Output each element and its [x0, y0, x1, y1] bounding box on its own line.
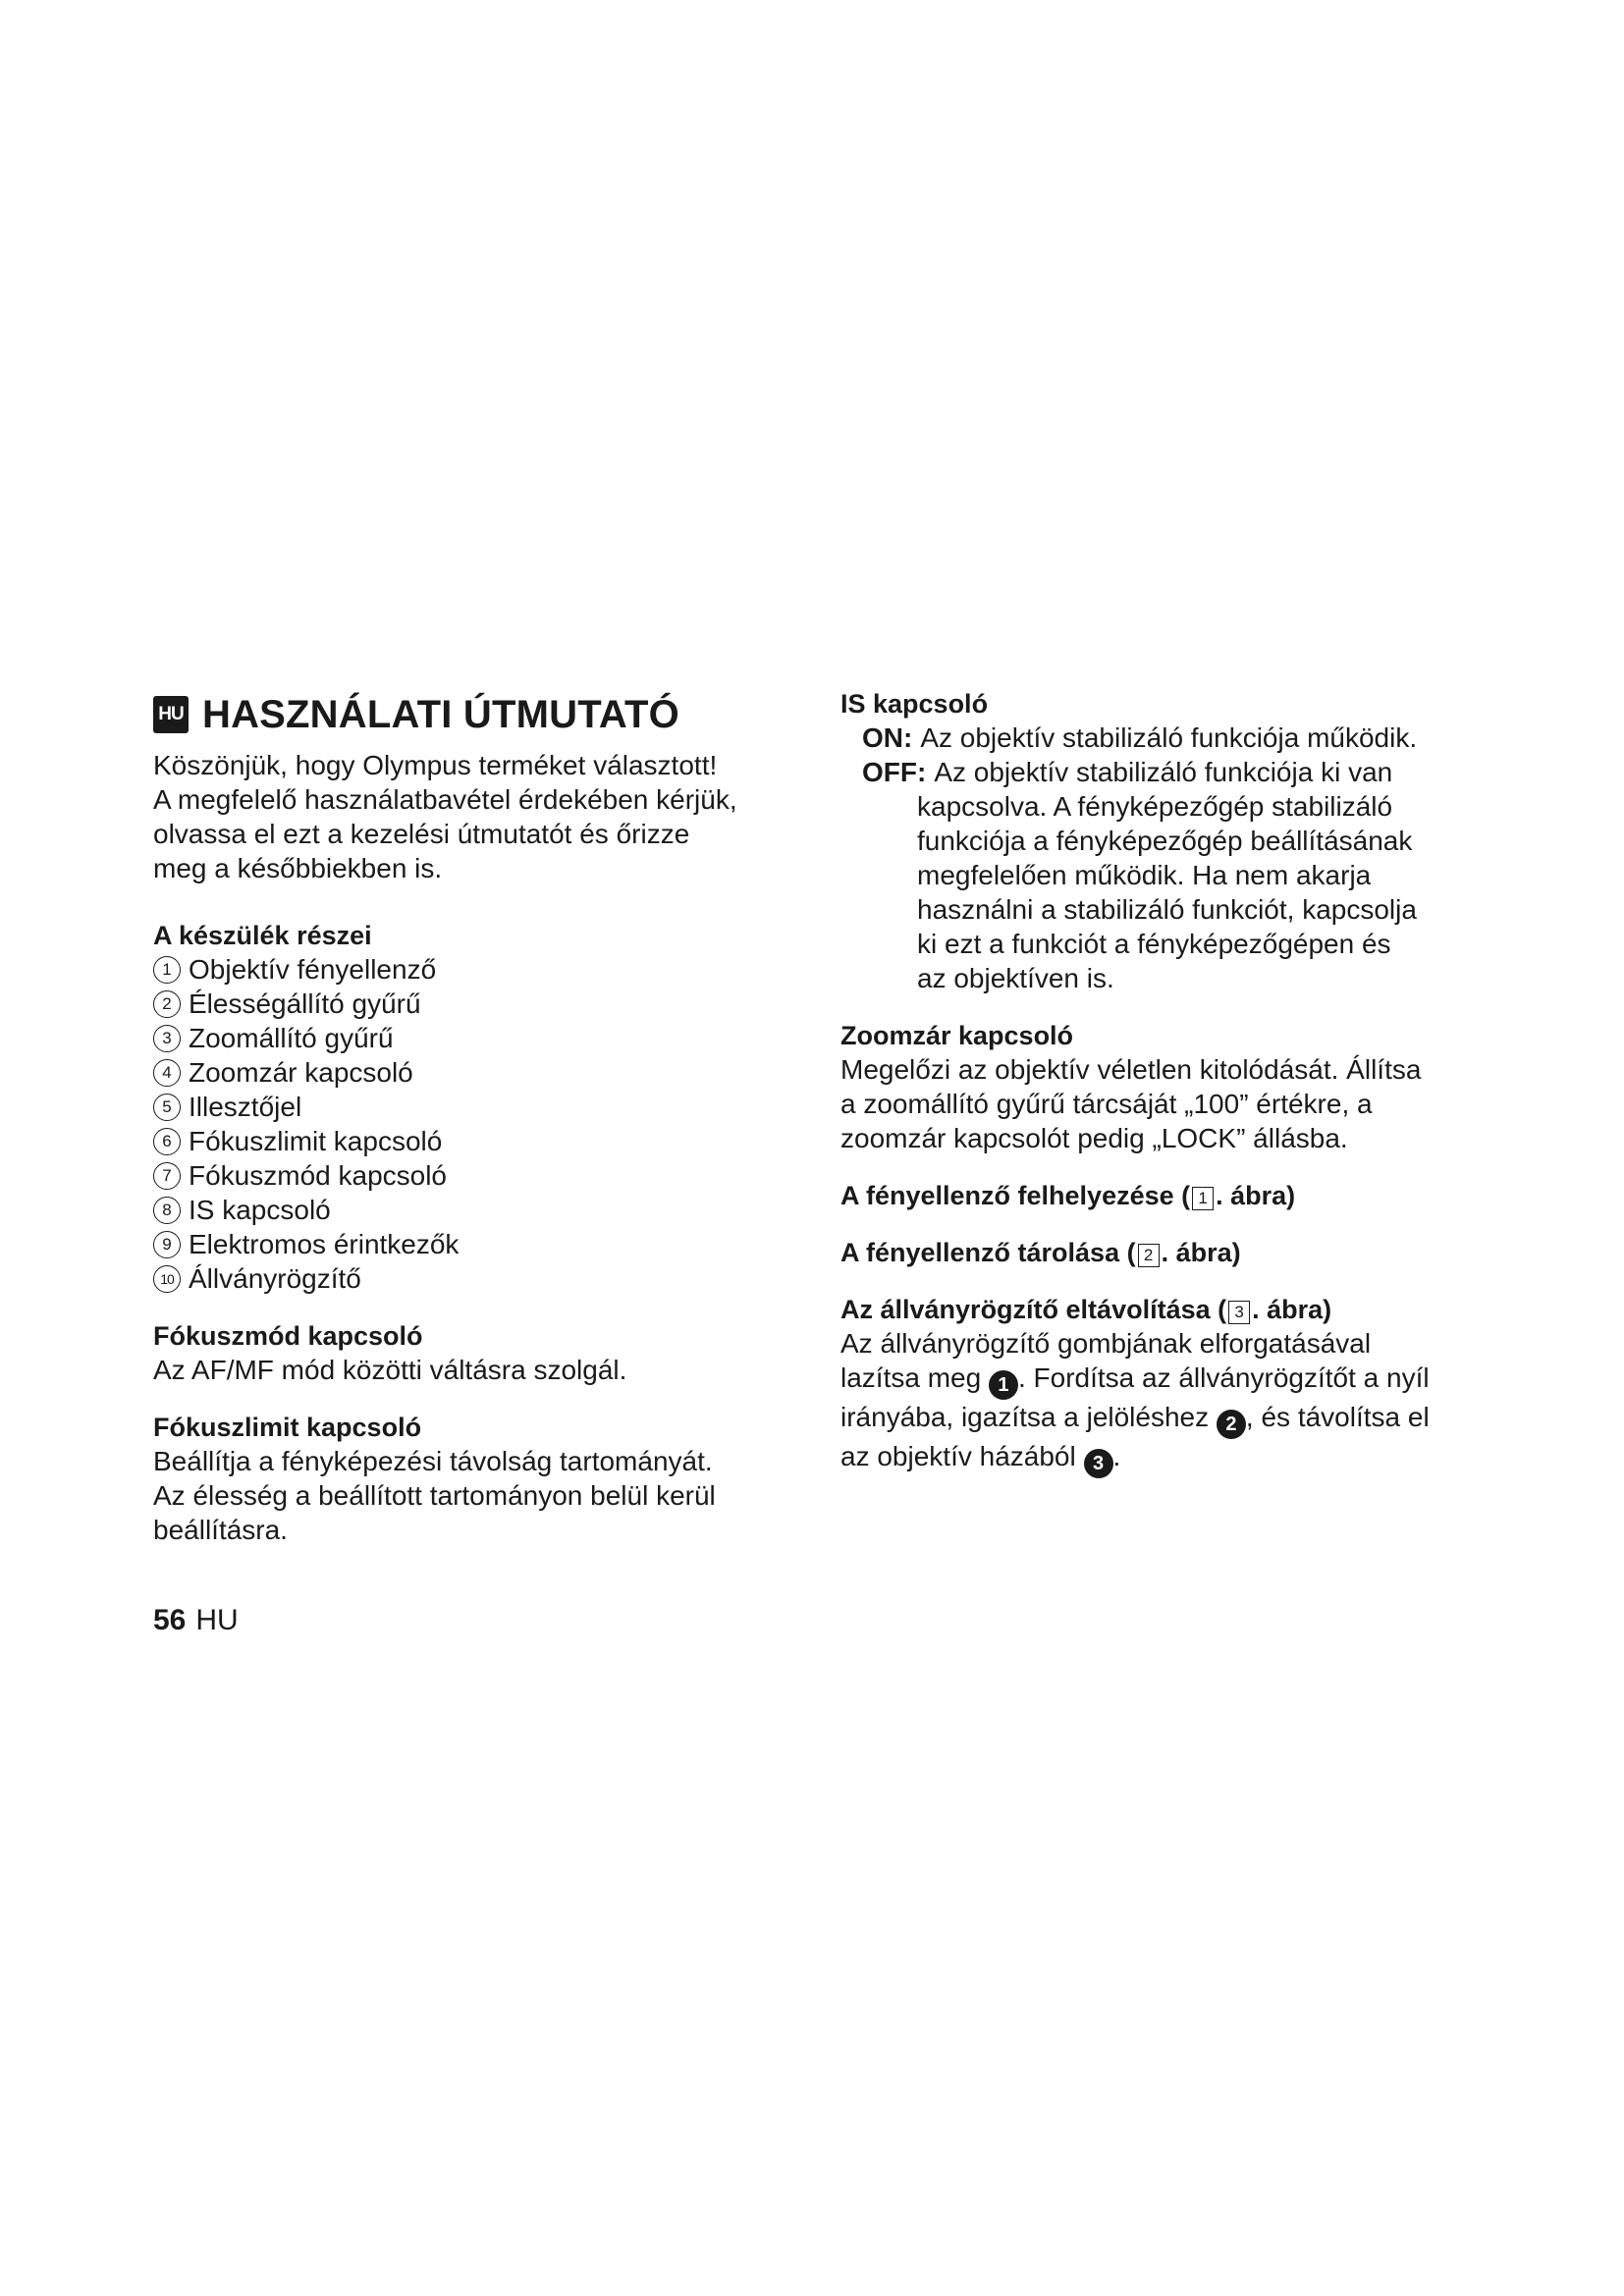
is-switch-heading: IS kapcsoló	[840, 689, 989, 719]
is-off-line: funkciója a fényképezőgép beállításának	[917, 826, 1413, 856]
list-item	[153, 1055, 801, 1090]
part-label: Zoomzár kapcsoló	[189, 1057, 413, 1088]
zoom-lock-line: Megelőzi az objektív véletlen kitolódását. Állítsa	[840, 1054, 1422, 1085]
is-off-line: használni a stabilizáló funkciót, kapcsolja	[917, 894, 1417, 925]
is-off-key: OFF:	[862, 757, 927, 787]
step-number-icon: 1	[989, 1370, 1018, 1400]
is-on-row	[862, 721, 1489, 755]
tripod-remove-text: Az állványrögzítő eltávolítása (	[840, 1295, 1227, 1324]
circled-number-icon: 8	[153, 1197, 181, 1224]
focus-limit-heading: Fókuszlimit kapcsoló	[153, 1413, 422, 1442]
focus-limit-line: beállításra.	[153, 1515, 288, 1545]
tripod-remove-line	[840, 1439, 1489, 1478]
part-label: IS kapcsoló	[189, 1195, 331, 1225]
list-item	[153, 1021, 801, 1055]
figure-number-icon: 2	[1138, 1244, 1160, 1267]
part-label: Élességállító gyűrű	[189, 988, 421, 1019]
zoom-lock-line: a zoomállító gyűrű tárcsáját „100” értékre, a	[840, 1089, 1373, 1119]
is-on-text: Az objektív stabilizáló funkciója működik.	[920, 722, 1418, 753]
intro-line: olvassa el ezt a kezelési útmutatót és őrizze	[153, 819, 690, 849]
hood-attach-suffix: . ábra)	[1216, 1181, 1296, 1210]
circled-number-icon: 4	[153, 1059, 181, 1087]
tripod-text: irányába, igazítsa a jelöléshez	[840, 1402, 1217, 1432]
part-label: Illesztőjel	[189, 1092, 302, 1122]
circled-number-icon: 2	[153, 990, 181, 1018]
is-off-text: Az objektív stabilizáló funkciója ki van	[934, 757, 1393, 787]
circled-number-icon: 3	[153, 1025, 181, 1052]
list-item	[153, 987, 801, 1021]
list-item	[153, 1090, 801, 1124]
part-label: Zoomállító gyűrű	[189, 1023, 394, 1053]
focus-limit-line: Beállítja a fényképezési távolság tartományát.	[153, 1446, 713, 1476]
intro-line: A megfelelő használatbavétel érdekében kérjük,	[153, 784, 737, 815]
list-item	[153, 952, 801, 987]
tripod-remove-line	[840, 1400, 1489, 1439]
figure-number-icon: 1	[1192, 1187, 1214, 1210]
page-title: HASZNÁLATI ÚTMUTATÓ	[202, 692, 679, 736]
step-number-icon: 3	[1084, 1449, 1113, 1478]
parts-list	[153, 952, 801, 1296]
hood-store-heading	[840, 1236, 1489, 1269]
hood-store-text: A fényellenző tárolása (	[840, 1238, 1136, 1267]
tripod-text: .	[1112, 1441, 1121, 1471]
focus-limit-line: Az élesség a beállított tartományon belül kerül	[153, 1480, 716, 1511]
circled-number-icon: 7	[153, 1162, 181, 1190]
page-number: 56	[153, 1604, 187, 1636]
section-title-row	[153, 687, 801, 742]
left-column	[153, 687, 801, 1547]
hood-attach-text: A fényellenző felhelyezése (	[840, 1181, 1191, 1210]
hood-attach-heading	[840, 1179, 1489, 1212]
part-label: Fókuszmód kapcsoló	[189, 1160, 448, 1191]
tripod-text: . Fordítsa az állványrögzítőt a nyíl	[1017, 1362, 1430, 1393]
list-item	[153, 1193, 801, 1227]
list-item	[153, 1261, 801, 1296]
is-off-row	[862, 755, 1489, 789]
circled-number-icon: 6	[153, 1128, 181, 1155]
tripod-text: lazítsa meg	[840, 1362, 989, 1393]
language-badge-icon: HU	[153, 696, 189, 733]
intro-paragraph	[153, 748, 801, 885]
intro-line: Köszönjük, hogy Olympus terméket választott!	[153, 750, 718, 780]
focus-mode-text: Az AF/MF mód közötti váltásra szolgál.	[153, 1355, 627, 1385]
tripod-text: , és távolítsa el	[1245, 1402, 1430, 1432]
circled-number-icon: 5	[153, 1094, 181, 1121]
parts-heading: A készülék részei	[153, 921, 372, 950]
figure-number-icon: 3	[1228, 1301, 1250, 1324]
page-language: HU	[195, 1604, 239, 1636]
part-label: Állványrögzítő	[189, 1263, 361, 1294]
tripod-remove-suffix: . ábra)	[1252, 1295, 1332, 1324]
list-item	[153, 1158, 801, 1193]
zoom-lock-line: zoomzár kapcsolót pedig „LOCK” állásba.	[840, 1123, 1348, 1153]
circled-number-icon: 9	[153, 1231, 181, 1258]
tripod-remove-line	[840, 1361, 1489, 1400]
right-column	[840, 687, 1489, 1478]
is-off-line: megfelelően működik. Ha nem akarja	[917, 860, 1372, 890]
circled-number-icon: 1	[153, 956, 181, 984]
tripod-text: az objektív házából	[840, 1441, 1084, 1471]
tripod-remove-line: Az állványrögzítő gombjának elforgatásával	[840, 1328, 1372, 1359]
part-label: Elektromos érintkezők	[189, 1229, 460, 1259]
intro-line: meg a későbbiekben is.	[153, 853, 443, 883]
part-label: Fókuszlimit kapcsoló	[189, 1126, 443, 1156]
is-off-line: az objektíven is.	[917, 963, 1114, 993]
tripod-remove-heading	[840, 1293, 1489, 1326]
hood-store-suffix: . ábra)	[1161, 1238, 1241, 1267]
focus-mode-heading: Fókuszmód kapcsoló	[153, 1321, 423, 1351]
list-item	[153, 1124, 801, 1158]
is-off-line: kapcsolva. A fényképezőgép stabilizáló	[917, 791, 1393, 822]
step-number-icon: 2	[1217, 1410, 1246, 1439]
is-on-key: ON:	[862, 722, 913, 753]
part-label: Objektív fényellenző	[189, 954, 437, 985]
circled-number-icon: 10	[153, 1265, 181, 1293]
zoom-lock-heading: Zoomzár kapcsoló	[840, 1021, 1074, 1050]
list-item	[153, 1227, 801, 1261]
page-footer	[153, 1604, 239, 1637]
is-off-line: ki ezt a funkciót a fényképezőgépen és	[917, 929, 1391, 959]
